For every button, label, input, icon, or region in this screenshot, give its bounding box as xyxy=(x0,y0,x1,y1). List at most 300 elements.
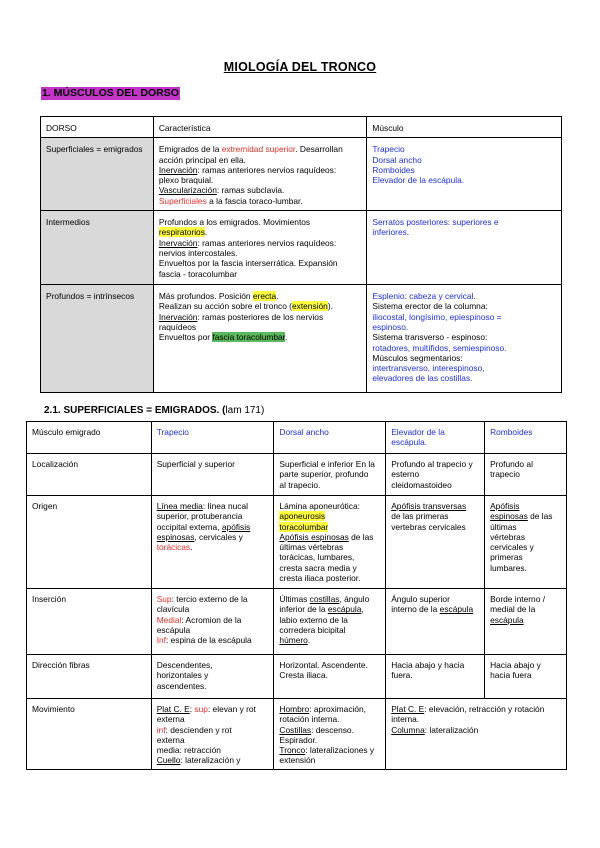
text-run: Descendentes, xyxy=(156,660,213,670)
text-line xyxy=(490,469,561,479)
text-run: espinosas xyxy=(156,531,195,542)
table-row xyxy=(41,285,562,393)
text-run: Inervación xyxy=(158,237,198,248)
text-run: fascia - toracolumbar xyxy=(158,268,238,279)
text-run: Realizan su acción sobre el tronco ( xyxy=(158,301,292,312)
row-label: Localización xyxy=(27,454,152,496)
text-line xyxy=(391,522,479,532)
emigrados-table xyxy=(26,421,567,770)
text-run: hacia fuera xyxy=(490,670,532,681)
text-line xyxy=(391,459,479,469)
text-line xyxy=(279,704,380,714)
section-heading-bold: 2.1. SUPERFICIALES = EMIGRADOS. ( xyxy=(44,405,226,416)
text-run: . xyxy=(204,227,208,238)
text-line xyxy=(279,660,380,670)
text-run: . xyxy=(285,332,288,343)
text-run: extensión xyxy=(291,301,328,312)
text-run: inferior de la xyxy=(279,604,328,615)
text-line xyxy=(490,532,561,542)
text-line xyxy=(159,322,362,332)
table-row xyxy=(41,211,562,285)
text-run: Dorsal ancho xyxy=(279,427,329,437)
text-line xyxy=(32,427,146,437)
text-line xyxy=(159,332,362,342)
rich-cell xyxy=(27,422,152,454)
text-line xyxy=(279,625,380,635)
text-line xyxy=(157,714,269,724)
rich-cell xyxy=(386,699,567,770)
rich-cell xyxy=(153,211,367,285)
header-cell: DORSO xyxy=(41,117,154,138)
text-run: apófisis xyxy=(221,521,251,532)
text-run: intertransverso, interespinoso, xyxy=(372,363,485,374)
text-run: externa xyxy=(156,734,185,745)
text-run: Vascularización xyxy=(158,185,217,196)
text-run: Ángulo superior xyxy=(391,594,450,604)
text-line xyxy=(490,594,561,604)
text-run: nervios intercostales. xyxy=(158,247,238,258)
rich-cell xyxy=(386,496,485,589)
text-line xyxy=(279,635,380,645)
text-line xyxy=(490,542,561,552)
rich-cell xyxy=(274,589,386,655)
text-run: horizontales y xyxy=(156,670,209,681)
text-line xyxy=(157,522,269,532)
text-run: sup xyxy=(194,704,208,714)
text-line xyxy=(372,363,556,373)
text-line xyxy=(490,459,561,469)
text-line xyxy=(490,522,561,532)
text-run: últimas xyxy=(490,521,517,532)
text-line xyxy=(372,301,556,311)
text-line xyxy=(391,714,561,724)
text-run: escápula xyxy=(439,604,474,615)
text-run: trapecio xyxy=(490,469,520,480)
text-run: elevadores de las costillas. xyxy=(372,373,473,384)
text-line xyxy=(372,353,556,363)
text-line xyxy=(490,670,561,680)
text-run: inferiores. xyxy=(372,227,410,238)
text-run: Elevador de la escápula. xyxy=(372,175,465,186)
text-line xyxy=(279,594,380,604)
text-line xyxy=(391,501,479,511)
rich-cell xyxy=(485,422,567,454)
text-run: Profundo al trapecio y xyxy=(391,459,473,469)
text-run: interna. xyxy=(391,714,420,725)
text-run: : ramas anteriores nervios raquídeos: xyxy=(197,237,337,248)
text-line xyxy=(391,725,561,735)
row-label: Origen xyxy=(27,496,152,589)
rich-cell xyxy=(367,138,562,211)
text-run: a la fascia toraco-lumbar. xyxy=(206,195,303,206)
text-line xyxy=(391,427,479,437)
table-row xyxy=(27,655,567,699)
text-run: fuera. xyxy=(391,670,413,681)
rich-cell xyxy=(153,138,367,211)
text-run: plexo braquial. xyxy=(158,175,214,186)
rich-cell xyxy=(485,655,567,699)
section-heading-superficiales xyxy=(44,405,264,416)
text-line xyxy=(490,552,561,562)
text-run: Plat C. E xyxy=(156,704,190,714)
section-heading-normal: lam 171) xyxy=(225,405,265,416)
text-run: : elevan y rot xyxy=(207,704,256,714)
text-run: fascia toracolumbar xyxy=(212,332,285,343)
text-line xyxy=(279,522,380,532)
text-run: clavícula xyxy=(156,604,190,615)
text-run: últimas vértebras xyxy=(279,542,344,553)
rich-cell xyxy=(151,422,274,454)
text-line xyxy=(391,594,479,604)
text-run: Inervación xyxy=(158,164,198,175)
text-line xyxy=(391,469,479,479)
text-run: . xyxy=(190,542,193,553)
text-run: : elevación, retracción y rotación xyxy=(424,704,545,714)
row-label: Movimiento xyxy=(27,699,152,770)
text-line xyxy=(159,291,362,301)
text-run: Cuello xyxy=(156,755,181,766)
text-line xyxy=(157,704,269,714)
text-run: , cervicales y xyxy=(194,531,243,542)
text-line xyxy=(159,196,362,206)
row-label: Inserción xyxy=(27,589,152,655)
text-line xyxy=(157,660,269,670)
text-line xyxy=(372,291,556,301)
text-line xyxy=(157,427,269,437)
text-run: Sup xyxy=(156,594,172,604)
text-run: Superficial e inferior En la xyxy=(279,459,375,469)
text-run: Tronco xyxy=(279,745,306,756)
text-run: . xyxy=(307,635,311,646)
text-run: Columna xyxy=(391,724,425,735)
text-line xyxy=(372,332,556,342)
rich-cell xyxy=(274,496,386,589)
text-line xyxy=(372,322,556,332)
text-run: extensión xyxy=(279,755,316,766)
table-header-row xyxy=(27,422,567,454)
text-run: : línea nucal xyxy=(202,501,248,511)
text-run: Dorsal ancho xyxy=(372,154,422,165)
text-line xyxy=(157,681,269,691)
text-run: Horizontal. Ascendente. xyxy=(279,660,368,670)
text-run: torácicas, lumbares, xyxy=(279,552,355,563)
text-run: media: retracción xyxy=(156,745,221,756)
text-line xyxy=(391,660,479,670)
text-run: de las primeras xyxy=(391,511,449,522)
text-line xyxy=(372,155,556,165)
text-run: vertebras cervicales xyxy=(391,521,466,532)
page-title: MIOLOGÍA DEL TRONCO xyxy=(223,60,377,74)
header-cell: Característica xyxy=(153,117,367,138)
text-run: Profundos a los emigrados. Movimientos xyxy=(158,217,311,228)
text-run: Borde interno / xyxy=(490,594,546,604)
text-run: Últimas xyxy=(279,594,310,604)
rich-cell xyxy=(386,422,485,454)
text-line xyxy=(157,735,269,745)
text-run: raquídeos xyxy=(158,321,197,332)
text-run: Lámina aponeurótica: xyxy=(279,501,360,511)
text-line xyxy=(157,670,269,680)
text-run: : lateralizaciones y xyxy=(305,745,375,756)
rich-cell xyxy=(151,496,274,589)
text-run: Emigrados de la xyxy=(158,144,222,155)
text-line xyxy=(372,217,556,227)
text-run: , ángulo xyxy=(339,594,370,604)
text-line xyxy=(372,343,556,353)
text-line xyxy=(157,725,269,735)
text-run: : tercio externo de la xyxy=(171,594,248,604)
text-run: al trapecio. xyxy=(279,479,321,490)
text-line xyxy=(157,625,269,635)
text-line xyxy=(279,542,380,552)
text-run: Costillas xyxy=(279,724,312,735)
text-run: erecta xyxy=(252,291,277,302)
text-run: lumbares. xyxy=(490,562,527,573)
text-run: extremidad superior xyxy=(221,144,296,155)
text-run: : xyxy=(189,704,195,714)
text-run: toracolumbar xyxy=(279,521,329,532)
text-line xyxy=(490,615,561,625)
text-line xyxy=(159,248,362,258)
text-run: corredera bicipital xyxy=(279,624,346,635)
text-run: de las xyxy=(348,531,374,542)
text-run: : Acromion de la xyxy=(181,614,242,625)
text-run: Medial xyxy=(156,614,182,625)
rich-cell xyxy=(274,422,386,454)
rich-cell xyxy=(485,496,567,589)
header-cell: Músculo xyxy=(367,117,562,138)
text-run: Trapecio xyxy=(372,144,405,155)
text-run: : ramas subclavia. xyxy=(216,185,285,196)
text-line xyxy=(490,604,561,614)
text-run: Apófisis espinosas xyxy=(279,531,349,542)
text-run: rotación interna. xyxy=(279,714,340,725)
text-line xyxy=(157,542,269,552)
text-run: . xyxy=(276,291,279,302)
rich-cell xyxy=(151,655,274,699)
row-label: Dirección fibras xyxy=(27,655,152,699)
text-run: Hacia abajo y xyxy=(490,660,541,670)
text-run: escápula. xyxy=(391,437,428,448)
text-run: . Desarrollan xyxy=(295,144,343,155)
text-line xyxy=(159,144,362,154)
text-run: Apófisis transversas xyxy=(391,501,467,511)
rich-cell xyxy=(367,211,562,285)
text-line xyxy=(157,501,269,511)
text-run: Romboides xyxy=(490,427,533,437)
text-run: Romboides xyxy=(372,164,415,175)
rich-cell xyxy=(151,454,274,496)
text-run: parte superior, profundo xyxy=(279,469,369,480)
text-run: Línea media xyxy=(156,501,203,511)
text-line xyxy=(279,755,380,765)
text-run: Envueltos por la fascia interserrática. Expansión xyxy=(158,258,338,269)
text-line xyxy=(490,427,561,437)
rich-cell xyxy=(386,589,485,655)
text-line xyxy=(279,459,380,469)
text-line xyxy=(372,227,556,237)
text-line xyxy=(159,312,362,322)
text-run: Superficiales xyxy=(158,195,207,206)
text-line xyxy=(159,155,362,165)
text-run: Más profundos. Posición xyxy=(158,291,253,302)
text-run: rotadores, multífidos, semiespinoso. xyxy=(372,342,507,353)
text-run: : lateralización xyxy=(424,724,479,735)
table-row xyxy=(27,699,567,770)
text-run: acción principal en ella. xyxy=(158,154,246,165)
text-line xyxy=(279,670,380,680)
text-line xyxy=(391,511,479,521)
text-line xyxy=(157,615,269,625)
text-line xyxy=(391,704,561,714)
text-run: espinosas xyxy=(490,511,528,522)
text-run: Sistema erector de la columna: xyxy=(372,301,488,312)
text-line xyxy=(391,480,479,490)
text-line xyxy=(490,660,561,670)
text-line xyxy=(159,238,362,248)
text-run: : aproximación, xyxy=(309,704,367,714)
text-line xyxy=(490,563,561,573)
rich-cell xyxy=(274,699,386,770)
text-line xyxy=(372,165,556,175)
text-line xyxy=(391,604,479,614)
text-line xyxy=(157,532,269,542)
text-line xyxy=(159,165,362,175)
text-line xyxy=(159,301,362,311)
text-run: cervicales y xyxy=(490,542,534,553)
text-line xyxy=(159,175,362,185)
table-row xyxy=(41,138,562,211)
text-run: cleidomastoideo xyxy=(391,479,452,490)
text-line xyxy=(279,725,380,735)
text-run: Trapecio xyxy=(156,427,189,437)
text-line xyxy=(157,755,269,765)
table-row xyxy=(27,454,567,496)
rich-cell xyxy=(386,655,485,699)
text-line xyxy=(159,227,362,237)
text-run: cresta sacra media y xyxy=(279,562,357,573)
text-line xyxy=(157,511,269,521)
table-row xyxy=(27,496,567,589)
text-run: Sistema transverso - espinoso: xyxy=(372,332,488,343)
text-run: primeras xyxy=(490,552,523,563)
text-line xyxy=(372,175,556,185)
text-run: escápula xyxy=(327,604,362,615)
text-line xyxy=(279,501,380,511)
text-run: interno de la xyxy=(391,604,440,615)
text-run: medial de la xyxy=(490,604,536,615)
text-run: escápula xyxy=(490,614,524,625)
text-run: aponeurosis xyxy=(279,511,326,522)
text-run: Inervación xyxy=(158,311,198,322)
text-line xyxy=(391,437,479,447)
text-run: Serratos posteriores: superiores e xyxy=(372,217,499,228)
text-line xyxy=(279,714,380,724)
rich-cell xyxy=(274,454,386,496)
row-label: Intermedios xyxy=(41,211,154,285)
text-run: externa xyxy=(156,714,185,725)
rich-cell xyxy=(151,699,274,770)
text-run: iliocostal, longísimo, epiespinoso = xyxy=(372,311,502,322)
text-run: esterno xyxy=(391,469,420,480)
text-line xyxy=(159,258,362,268)
rich-cell xyxy=(274,655,386,699)
text-line xyxy=(279,573,380,583)
text-run: Cresta iliaca. xyxy=(279,670,328,681)
text-run: , xyxy=(361,604,364,615)
text-run: Plat C. E xyxy=(391,704,425,714)
text-line xyxy=(490,511,561,521)
text-run: Esplenio: cabeza y cervical. xyxy=(372,291,476,302)
text-line xyxy=(279,427,380,437)
text-line xyxy=(279,604,380,614)
rich-cell xyxy=(151,589,274,655)
text-run: Músculos segmentarios: xyxy=(372,352,463,363)
text-run: : descenso. xyxy=(311,724,354,735)
text-run: Hombro xyxy=(279,704,310,714)
text-run: superior, protuberancia xyxy=(156,511,243,522)
text-line xyxy=(159,185,362,195)
text-line xyxy=(157,745,269,755)
section-heading-dorso: 1. MÚSCULOS DEL DORSO xyxy=(42,87,179,99)
text-run: labio externo de la xyxy=(279,614,348,625)
text-run: Apófisis xyxy=(490,501,520,511)
text-run: : lateralización y xyxy=(180,755,241,766)
rich-cell xyxy=(485,454,567,496)
text-run: : ramas anteriores nervios raquídeos: xyxy=(197,164,337,175)
text-run: Elevador de la xyxy=(391,427,445,437)
text-line xyxy=(391,670,479,680)
rich-cell xyxy=(367,285,562,393)
row-label: Profundos = intrínsecos xyxy=(41,285,154,393)
dorso-table xyxy=(40,116,562,393)
text-line xyxy=(157,635,269,645)
text-run: cresta iliaca posterior. xyxy=(279,573,361,584)
text-line xyxy=(159,217,362,227)
text-line xyxy=(372,373,556,383)
text-line xyxy=(279,745,380,755)
text-line xyxy=(372,312,556,322)
table-header-row xyxy=(41,117,562,138)
text-line xyxy=(279,511,380,521)
rich-cell xyxy=(485,589,567,655)
text-line xyxy=(279,615,380,625)
text-run: occipital externa, xyxy=(156,521,222,532)
text-line xyxy=(157,594,269,604)
text-line xyxy=(279,469,380,479)
text-run: Superficial y superior xyxy=(156,459,235,469)
text-run: Envueltos por xyxy=(158,332,213,343)
text-line xyxy=(159,269,362,279)
text-run: Profundo al xyxy=(490,459,533,469)
text-line xyxy=(279,735,380,745)
table-row xyxy=(27,589,567,655)
text-run: : descienden y rot xyxy=(165,724,232,735)
text-run: torácicas xyxy=(156,542,191,553)
rich-cell xyxy=(386,454,485,496)
row-label: Superficiales = emigrados xyxy=(41,138,154,211)
text-run: de las xyxy=(527,511,553,522)
text-run: vértebras xyxy=(490,531,526,542)
text-run: Inf xyxy=(156,635,166,646)
text-run: húmero xyxy=(279,635,308,646)
text-run: : espina de la escápula xyxy=(166,635,252,646)
text-run: ). xyxy=(327,301,333,312)
text-line xyxy=(279,532,380,542)
text-line xyxy=(372,144,556,154)
text-line xyxy=(157,459,269,469)
text-line xyxy=(279,480,380,490)
